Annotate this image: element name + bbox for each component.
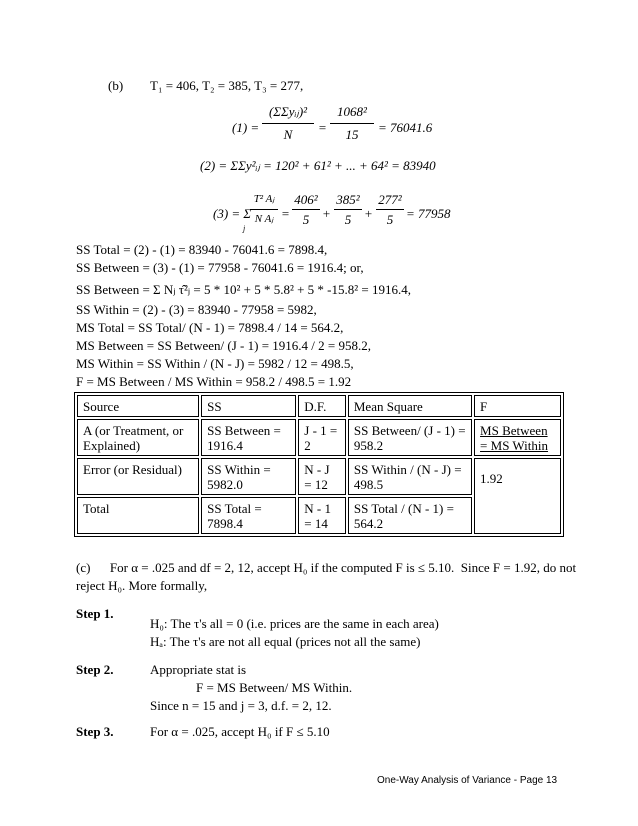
step-1-label: Step 1. (76, 606, 114, 621)
part-c-line-2: reject H₀. More formally, (76, 578, 208, 593)
header-mean-square: Mean Square (348, 395, 472, 417)
part-c-line-1: (c) For α = .025 and df = 2, 12, accept H₀ if the computed F is ≤ 5.10. Since F = 1.92, do not (76, 560, 577, 575)
eq3-result: = 77958 (406, 206, 451, 221)
header-source: Source (77, 395, 199, 417)
table-row (77, 419, 561, 456)
eq3-term3-den: 5 (386, 212, 394, 227)
step-2-line: F = MS Between/ MS Within. (196, 680, 353, 695)
table-cell: Error (or Residual) (77, 458, 199, 495)
table-row (77, 458, 561, 495)
header-df: D.F. (298, 395, 346, 417)
eq3-term2-bar (334, 209, 362, 210)
calc-line: SS Between = (3) - (1) = 77958 - 76041.6 = 1916.4; or, (76, 260, 364, 275)
table-cell: Total (77, 497, 199, 534)
eq3-lhs: (3) = Σ (213, 206, 252, 221)
equation-2: (2) = ΣΣy²ᵢⱼ = 120² + 61² + ... + 64² = 83940 (200, 158, 436, 173)
table-cell: N - 1 = 14 (298, 497, 346, 534)
eq1-lhs: (1) = (232, 120, 260, 135)
eq3-term2-num: 385² (336, 192, 360, 207)
anova-table (74, 392, 564, 537)
part-b-label: (b) (108, 78, 124, 93)
eq1-denominator: N (283, 127, 293, 142)
table-cell: SS Total = 7898.4 (201, 497, 296, 534)
calc-line: SS Total = (2) - (1) = 83940 - 76041.6 = 7898.4, (76, 242, 328, 257)
calc-line: MS Within = SS Within / (N - J) = 5982 / 12 = 498.5, (76, 356, 354, 371)
f-ratio-cell (474, 419, 561, 456)
table-cell: SS Between = 1916.4 (201, 419, 296, 456)
step-2-line: Since n = 15 and j = 3, d.f. = 2, 12. (150, 698, 332, 713)
calc-line: F = MS Between / MS Within = 958.2 / 498.5 = 1.92 (76, 374, 352, 389)
eq1-denominator-value: 15 (345, 127, 359, 142)
f-value-cell: 1.92 (474, 458, 561, 534)
step-3-label: Step 3. (76, 724, 114, 739)
eq3-term3-bar (376, 209, 404, 210)
eq3-term2-den: 5 (344, 212, 352, 227)
step-1-h0: H₀: The τ's all = 0 (i.e. prices are the same in each area) (150, 616, 439, 631)
eq3-term1-bar (292, 209, 320, 210)
eq3-fraction-bar (250, 209, 278, 210)
table-cell: SS Within / (N - J) = 498.5 (348, 458, 472, 495)
eq1-fraction-bar (262, 123, 314, 124)
table-cell: SS Total / (N - 1) = 564.2 (348, 497, 472, 534)
table-header-row (77, 395, 561, 417)
calc-line: SS Between = Σ Nⱼ τ̂²ⱼ = 5 * 10² + 5 * 5.8² + 5 * -15.8² = 1916.4, (76, 282, 411, 297)
eq1-value-bar (330, 123, 374, 124)
page-footer: One-Way Analysis of Variance - Page 13 (377, 775, 558, 786)
group-totals: T₁ = 406, T₂ = 385, T₃ = 277, (150, 78, 304, 93)
eq1-numerator: (ΣΣyᵢⱼ)² (268, 104, 308, 119)
eq1-result: = 76041.6 (378, 120, 433, 135)
table-cell: N - J = 12 (298, 458, 346, 495)
table-cell: SS Between/ (J - 1) = 958.2 (348, 419, 472, 456)
step-1-ha: Hₐ: The τ's are not all equal (prices not all the same) (150, 634, 421, 649)
calc-line: MS Total = SS Total/ (N - 1) = 7898.4 / 14 = 564.2, (76, 320, 344, 335)
table-cell: SS Within = 5982.0 (201, 458, 296, 495)
calc-line: SS Within = (2) - (3) = 83940 - 77958 = 5982, (76, 302, 317, 317)
eq1-numerator-value: 1068² (337, 104, 367, 119)
eq3-term3-num: 277² (378, 192, 402, 207)
eq3-index: j (243, 224, 246, 233)
header-ss: SS (201, 395, 296, 417)
eq3-term1-num: 406² (294, 192, 318, 207)
table-cell: J - 1 = 2 (298, 419, 346, 456)
step-2-label: Step 2. (76, 662, 114, 677)
f-ratio-formula: MS Between = MS Within (480, 423, 549, 453)
table-cell: A (or Treatment, or Explained) (77, 419, 199, 456)
eq3-numerator: T² Aⱼ (253, 193, 275, 205)
step-3-line: For α = .025, accept H₀ if F ≤ 5.10 (150, 724, 330, 739)
eq3-denominator: N Aⱼ (254, 213, 274, 225)
eq3-term1-den: 5 (302, 212, 310, 227)
calc-line: MS Between = SS Between/ (J - 1) = 1916.4 / 2 = 958.2, (76, 338, 371, 353)
header-f: F (474, 395, 561, 417)
step-2-line: Appropriate stat is (150, 662, 247, 677)
